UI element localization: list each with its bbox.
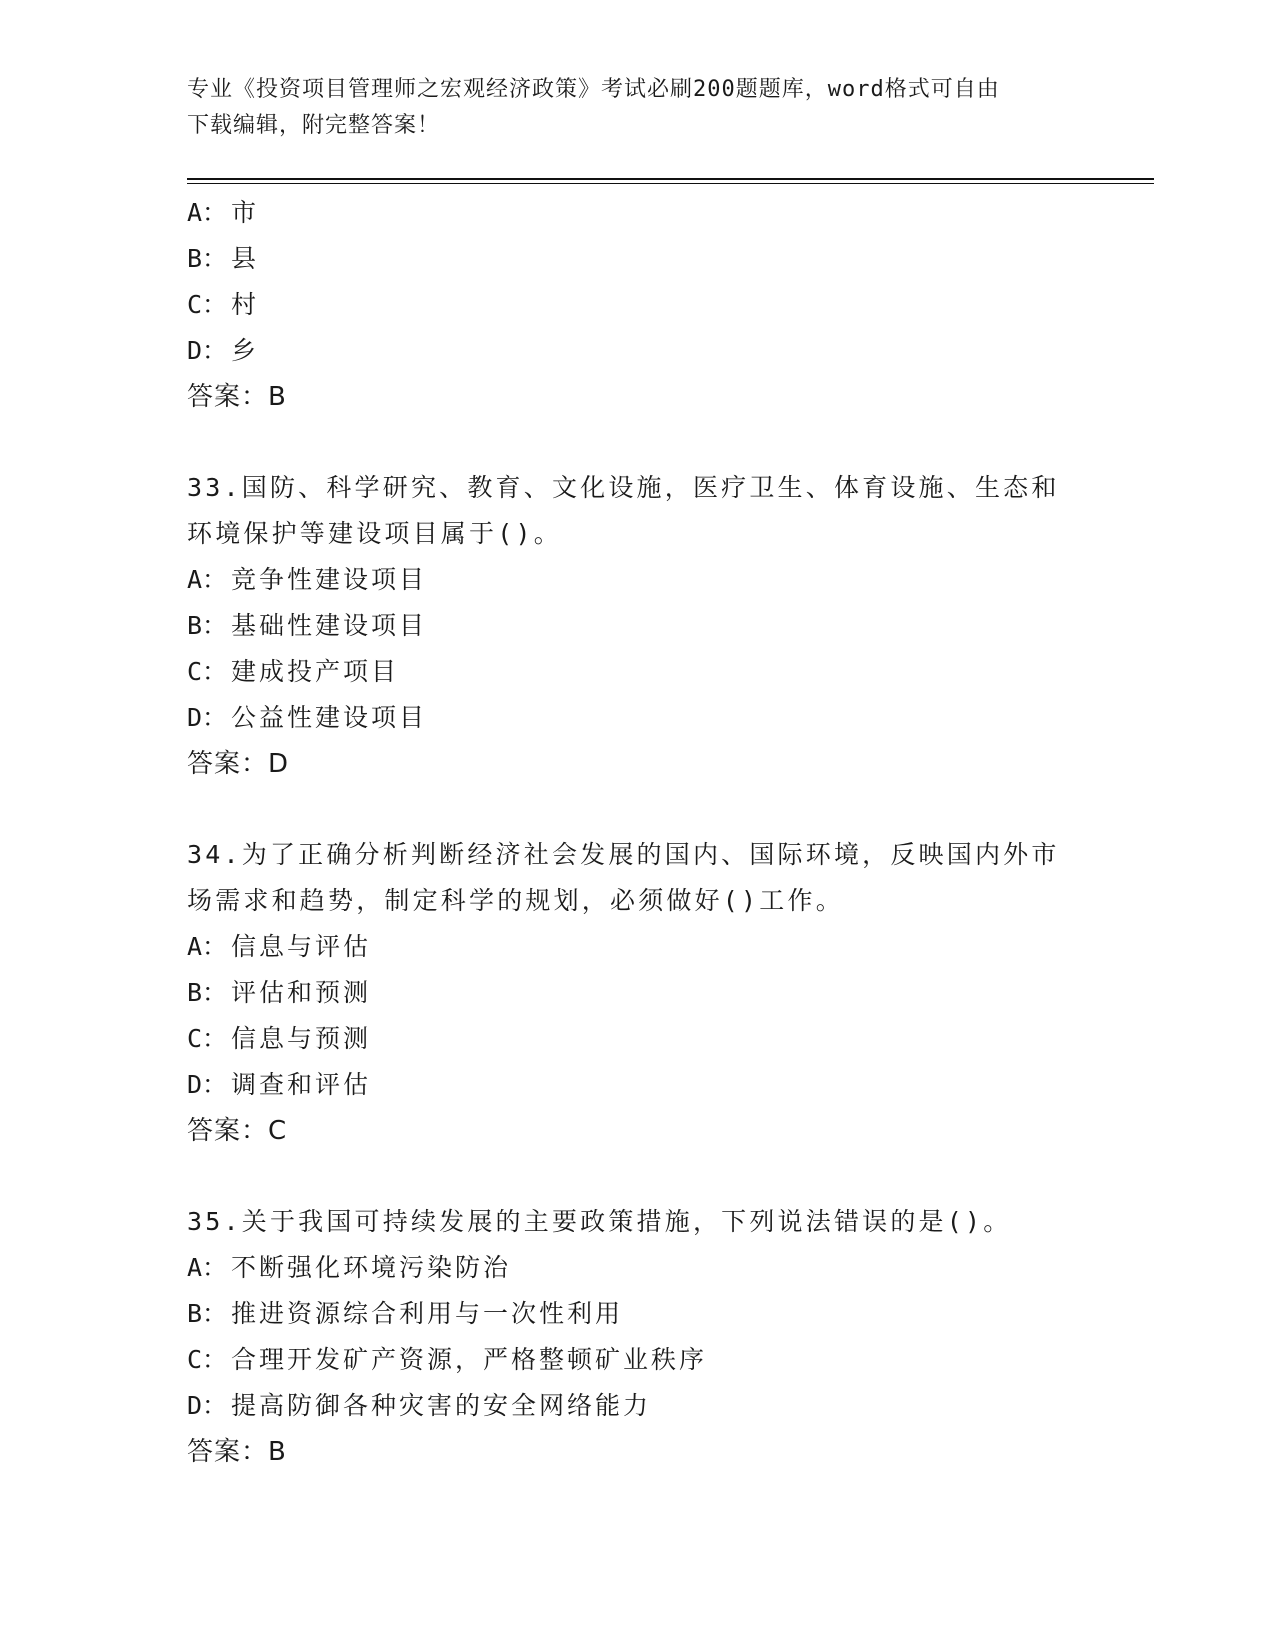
- option-c: [187, 282, 1087, 328]
- option-a: [187, 1245, 1087, 1291]
- header-line-1: 专业《投资项目管理师之宏观经济政策》考试必刷200题题库，word格式可自由: [187, 77, 1000, 102]
- option-letter: C：: [187, 657, 228, 686]
- option-a: [187, 557, 1087, 603]
- question-32: [187, 190, 1087, 420]
- answer-line: 答案：C: [187, 1116, 288, 1146]
- option-text: 公益性建设项目: [231, 703, 428, 732]
- option-text: 建成投产项目: [231, 657, 400, 686]
- option-letter: B：: [187, 611, 228, 640]
- option-text: 村: [231, 290, 260, 319]
- option-c: [187, 1337, 1087, 1383]
- option-a: [187, 924, 1087, 970]
- option-letter: A：: [187, 198, 228, 227]
- option-letter: D：: [187, 1070, 228, 1099]
- question-list: [187, 190, 1087, 1475]
- spacer: [187, 420, 1087, 465]
- option-d: [187, 1062, 1087, 1108]
- option-text: 乡: [231, 336, 260, 365]
- option-text: 信息与评估: [231, 932, 372, 961]
- option-b: [187, 236, 1087, 282]
- question-stem: 33.国防、科学研究、教育、文化设施，医疗卫生、体育设施、生态和: [187, 473, 1060, 502]
- option-letter: D：: [187, 703, 228, 732]
- option-letter: D：: [187, 336, 228, 365]
- option-d: [187, 1383, 1087, 1429]
- header-line-2: 下载编辑，附完整答案！: [187, 113, 441, 138]
- option-text: 评估和预测: [231, 978, 372, 1007]
- question-stem: 34.为了正确分析判断经济社会发展的国内、国际环境，反映国内外市: [187, 840, 1060, 869]
- option-letter: C：: [187, 290, 228, 319]
- option-letter: B：: [187, 978, 228, 1007]
- answer-line: 答案：B: [187, 382, 287, 412]
- option-c: [187, 649, 1087, 695]
- option-letter: B：: [187, 244, 228, 273]
- option-text: 市: [231, 198, 260, 227]
- option-letter: A：: [187, 1253, 228, 1282]
- option-letter: B：: [187, 1299, 228, 1328]
- option-letter: C：: [187, 1345, 228, 1374]
- option-d: [187, 328, 1087, 374]
- option-b: [187, 1291, 1087, 1337]
- option-text: 信息与预测: [231, 1024, 372, 1053]
- answer-line: 答案：D: [187, 749, 290, 779]
- option-text: 县: [231, 244, 260, 273]
- question-stem: 35.关于我国可持续发展的主要政策措施，下列说法错误的是()。: [187, 1207, 1012, 1236]
- option-text: 调查和评估: [231, 1070, 372, 1099]
- spacer: [187, 1154, 1087, 1199]
- answer-line: 答案：B: [187, 1437, 287, 1467]
- question-33: [187, 465, 1087, 787]
- question-stem-continued: 场需求和趋势，制定科学的规划，必须做好()工作。: [187, 886, 844, 915]
- spacer: [187, 787, 1087, 832]
- option-b: [187, 603, 1087, 649]
- header-divider-thick: [187, 178, 1154, 180]
- question-stem-continued: 环境保护等建设项目属于()。: [187, 519, 562, 548]
- option-text: 提高防御各种灾害的安全网络能力: [231, 1391, 652, 1420]
- header-divider-thin: [187, 183, 1154, 184]
- option-c: [187, 1016, 1087, 1062]
- question-34: [187, 832, 1087, 1154]
- option-text: 竞争性建设项目: [231, 565, 428, 594]
- option-a: [187, 190, 1087, 236]
- option-letter: C：: [187, 1024, 228, 1053]
- option-letter: A：: [187, 565, 228, 594]
- option-text: 推进资源综合利用与一次性利用: [231, 1299, 624, 1328]
- question-35: [187, 1199, 1087, 1475]
- option-letter: A：: [187, 932, 228, 961]
- option-text: 不断强化环境污染防治: [231, 1253, 512, 1282]
- document-header: [187, 72, 1087, 144]
- option-text: 合理开发矿产资源，严格整顿矿业秩序: [231, 1345, 708, 1374]
- option-d: [187, 695, 1087, 741]
- option-letter: D：: [187, 1391, 228, 1420]
- option-text: 基础性建设项目: [231, 611, 428, 640]
- option-b: [187, 970, 1087, 1016]
